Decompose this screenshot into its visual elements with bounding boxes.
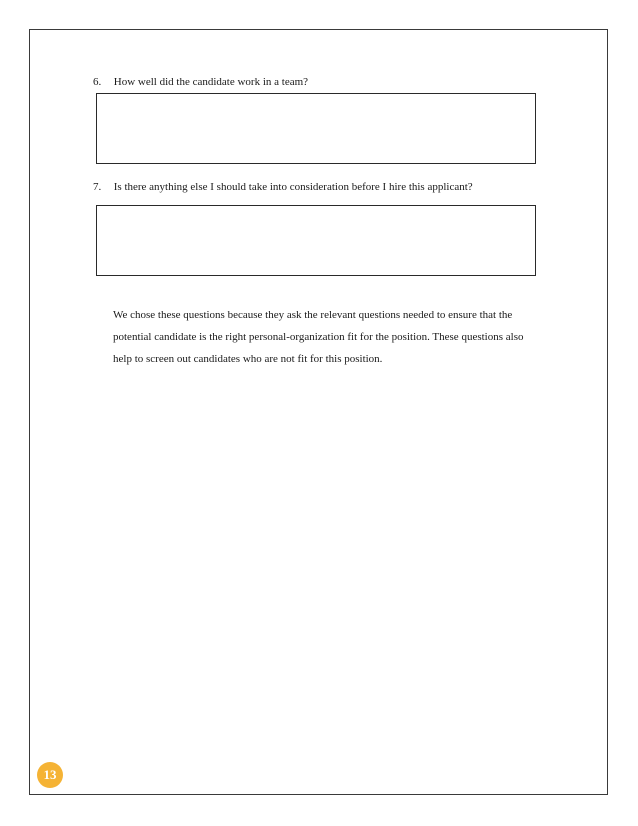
question-7-text: Is there anything else I should take into consideration before I hire this applicant?: [113, 181, 473, 193]
rationale-line: help to screen out candidates who are not fit for this position.: [113, 353, 383, 365]
rationale-line: potential candidate is the right personal-organization fit for the position. These questions also: [113, 331, 524, 343]
question-6-answer-box[interactable]: [96, 93, 536, 164]
question-7-number: 7.: [93, 181, 102, 193]
page-number-badge: 13: [37, 762, 63, 788]
question-6-number: 6.: [93, 76, 102, 88]
question-6: [93, 75, 308, 89]
rationale-paragraph: [113, 304, 553, 370]
question-7-answer-box[interactable]: [96, 205, 536, 276]
rationale-line: We chose these questions because they ask the relevant questions needed to ensure that the: [113, 309, 513, 321]
question-7: [93, 180, 473, 194]
question-6-text: How well did the candidate work in a team?: [113, 76, 309, 88]
